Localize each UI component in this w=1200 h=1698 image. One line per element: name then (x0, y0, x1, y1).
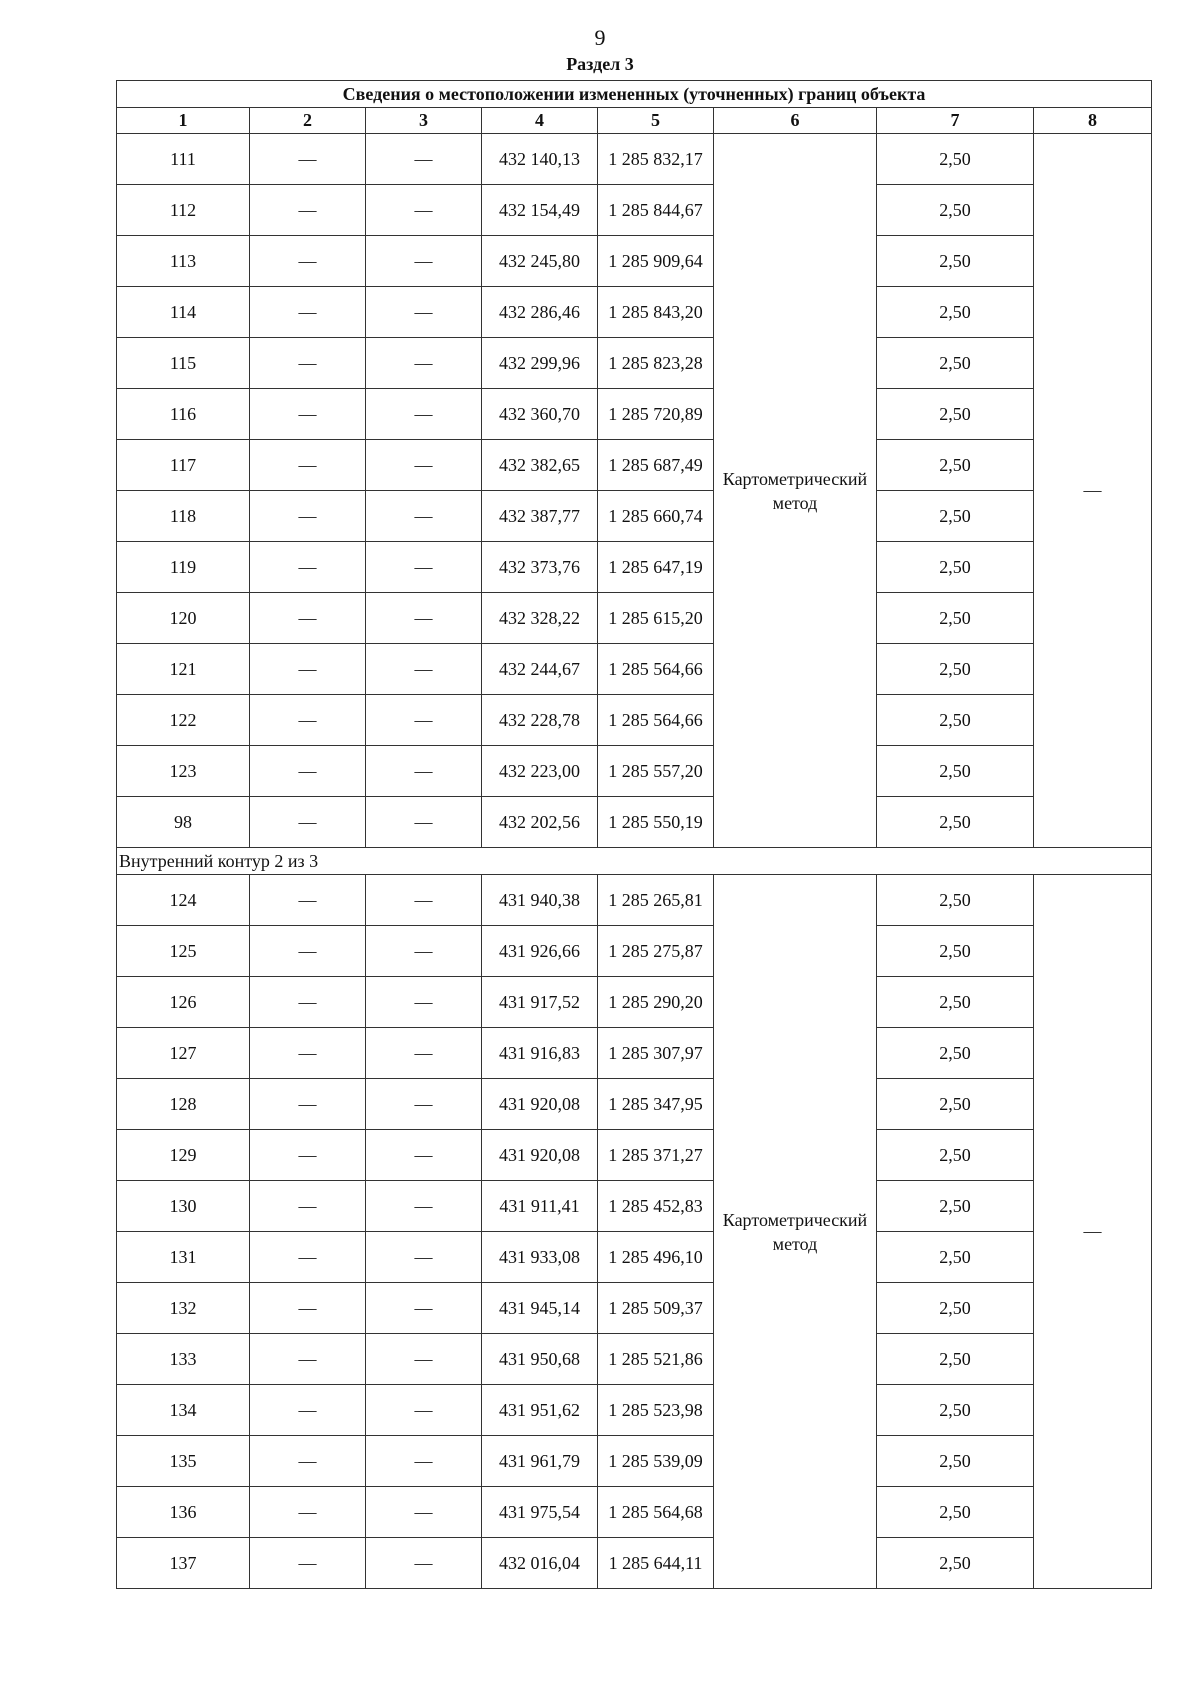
point-number-cell: 126 (117, 977, 250, 1028)
y-coordinate-cell: 1 285 823,28 (598, 338, 714, 389)
col2-cell: — (250, 926, 366, 977)
y-coordinate-cell: 1 285 644,11 (598, 1538, 714, 1589)
y-coordinate-cell: 1 285 523,98 (598, 1385, 714, 1436)
col2-cell: — (250, 1028, 366, 1079)
point-number-cell: 116 (117, 389, 250, 440)
col3-cell: — (366, 926, 482, 977)
point-number-cell: 119 (117, 542, 250, 593)
x-coordinate-cell: 431 951,62 (482, 1385, 598, 1436)
col3-cell: — (366, 1232, 482, 1283)
col2-cell: — (250, 1334, 366, 1385)
x-coordinate-cell: 432 016,04 (482, 1538, 598, 1589)
x-coordinate-cell: 431 926,66 (482, 926, 598, 977)
accuracy-cell: 2,50 (877, 1538, 1034, 1589)
col2-cell: — (250, 1232, 366, 1283)
y-coordinate-cell: 1 285 843,20 (598, 287, 714, 338)
col3-cell: — (366, 977, 482, 1028)
col3-cell: — (366, 1385, 482, 1436)
point-number-cell: 133 (117, 1334, 250, 1385)
x-coordinate-cell: 431 911,41 (482, 1181, 598, 1232)
x-coordinate-cell: 431 916,83 (482, 1028, 598, 1079)
y-coordinate-cell: 1 285 290,20 (598, 977, 714, 1028)
col2-cell: — (250, 134, 366, 185)
col2-cell: — (250, 644, 366, 695)
x-coordinate-cell: 432 286,46 (482, 287, 598, 338)
table-row (117, 695, 1152, 746)
table-row (117, 440, 1152, 491)
accuracy-cell: 2,50 (877, 926, 1034, 977)
col2-cell: — (250, 977, 366, 1028)
accuracy-cell: 2,50 (877, 338, 1034, 389)
table-row (117, 134, 1152, 185)
accuracy-cell: 2,50 (877, 134, 1034, 185)
x-coordinate-cell: 431 950,68 (482, 1334, 598, 1385)
table-row (117, 926, 1152, 977)
col3-cell: — (366, 797, 482, 848)
x-coordinate-cell: 432 244,67 (482, 644, 598, 695)
col2-cell: — (250, 287, 366, 338)
column-number: 2 (250, 108, 366, 134)
x-coordinate-cell: 432 154,49 (482, 185, 598, 236)
x-coordinate-cell: 431 975,54 (482, 1487, 598, 1538)
y-coordinate-cell: 1 285 307,97 (598, 1028, 714, 1079)
contour-header-row (117, 848, 1152, 875)
point-number-cell: 114 (117, 287, 250, 338)
x-coordinate-cell: 431 961,79 (482, 1436, 598, 1487)
column-number: 3 (366, 108, 482, 134)
point-number-cell: 129 (117, 1130, 250, 1181)
accuracy-cell: 2,50 (877, 1232, 1034, 1283)
point-number-cell: 134 (117, 1385, 250, 1436)
col2-cell: — (250, 1385, 366, 1436)
point-number-cell: 123 (117, 746, 250, 797)
col2-cell: — (250, 695, 366, 746)
accuracy-cell: 2,50 (877, 491, 1034, 542)
x-coordinate-cell: 432 223,00 (482, 746, 598, 797)
column-number: 8 (1034, 108, 1152, 134)
point-number-cell: 118 (117, 491, 250, 542)
accuracy-cell: 2,50 (877, 1385, 1034, 1436)
accuracy-cell: 2,50 (877, 1181, 1034, 1232)
y-coordinate-cell: 1 285 452,83 (598, 1181, 714, 1232)
point-number-cell: 131 (117, 1232, 250, 1283)
accuracy-cell: 2,50 (877, 389, 1034, 440)
col3-cell: — (366, 440, 482, 491)
col3-cell: — (366, 1181, 482, 1232)
accuracy-cell: 2,50 (877, 1028, 1034, 1079)
accuracy-cell: 2,50 (877, 236, 1034, 287)
y-coordinate-cell: 1 285 564,66 (598, 644, 714, 695)
table-row (117, 491, 1152, 542)
accuracy-cell: 2,50 (877, 542, 1034, 593)
table-row (117, 1181, 1152, 1232)
col3-cell: — (366, 338, 482, 389)
col3-cell: — (366, 287, 482, 338)
method-cell: Картометрический метод (714, 134, 877, 848)
y-coordinate-cell: 1 285 615,20 (598, 593, 714, 644)
col3-cell: — (366, 875, 482, 926)
col3-cell: — (366, 1334, 482, 1385)
x-coordinate-cell: 432 299,96 (482, 338, 598, 389)
col2-cell: — (250, 389, 366, 440)
table-row (117, 338, 1152, 389)
col2-cell: — (250, 797, 366, 848)
x-coordinate-cell: 432 382,65 (482, 440, 598, 491)
point-number-cell: 135 (117, 1436, 250, 1487)
table-row (117, 287, 1152, 338)
col2-cell: — (250, 593, 366, 644)
col3-cell: — (366, 134, 482, 185)
point-number-cell: 132 (117, 1283, 250, 1334)
y-coordinate-cell: 1 285 687,49 (598, 440, 714, 491)
col3-cell: — (366, 185, 482, 236)
table-row (117, 389, 1152, 440)
point-number-cell: 112 (117, 185, 250, 236)
col2-cell: — (250, 746, 366, 797)
table-row (117, 236, 1152, 287)
method-cell: Картометрический метод (714, 875, 877, 1589)
y-coordinate-cell: 1 285 521,86 (598, 1334, 714, 1385)
col2-cell: — (250, 875, 366, 926)
col3-cell: — (366, 695, 482, 746)
table-row (117, 1232, 1152, 1283)
table-row (117, 1538, 1152, 1589)
col3-cell: — (366, 746, 482, 797)
x-coordinate-cell: 432 202,56 (482, 797, 598, 848)
x-coordinate-cell: 431 920,08 (482, 1079, 598, 1130)
table-row (117, 1385, 1152, 1436)
col2-cell: — (250, 1079, 366, 1130)
col3-cell: — (366, 389, 482, 440)
accuracy-cell: 2,50 (877, 1283, 1034, 1334)
accuracy-cell: 2,50 (877, 1436, 1034, 1487)
table-caption-row (117, 81, 1152, 108)
column-number-row (117, 108, 1152, 134)
col3-cell: — (366, 644, 482, 695)
point-number-cell: 113 (117, 236, 250, 287)
accuracy-cell: 2,50 (877, 440, 1034, 491)
table-row (117, 1283, 1152, 1334)
point-number-cell: 98 (117, 797, 250, 848)
point-number-cell: 136 (117, 1487, 250, 1538)
table-row (117, 797, 1152, 848)
table-row (117, 542, 1152, 593)
col8-cell: — (1034, 134, 1152, 848)
y-coordinate-cell: 1 285 660,74 (598, 491, 714, 542)
y-coordinate-cell: 1 285 496,10 (598, 1232, 714, 1283)
accuracy-cell: 2,50 (877, 593, 1034, 644)
point-number-cell: 127 (117, 1028, 250, 1079)
y-coordinate-cell: 1 285 539,09 (598, 1436, 714, 1487)
accuracy-cell: 2,50 (877, 1487, 1034, 1538)
y-coordinate-cell: 1 285 647,19 (598, 542, 714, 593)
y-coordinate-cell: 1 285 564,68 (598, 1487, 714, 1538)
col2-cell: — (250, 236, 366, 287)
accuracy-cell: 2,50 (877, 695, 1034, 746)
x-coordinate-cell: 432 373,76 (482, 542, 598, 593)
y-coordinate-cell: 1 285 371,27 (598, 1130, 714, 1181)
table-row (117, 977, 1152, 1028)
table-row (117, 1079, 1152, 1130)
col2-cell: — (250, 1283, 366, 1334)
x-coordinate-cell: 431 920,08 (482, 1130, 598, 1181)
col3-cell: — (366, 1487, 482, 1538)
point-number-cell: 125 (117, 926, 250, 977)
y-coordinate-cell: 1 285 550,19 (598, 797, 714, 848)
x-coordinate-cell: 432 328,22 (482, 593, 598, 644)
x-coordinate-cell: 431 933,08 (482, 1232, 598, 1283)
point-number-cell: 117 (117, 440, 250, 491)
point-number-cell: 122 (117, 695, 250, 746)
column-number: 1 (117, 108, 250, 134)
col3-cell: — (366, 1436, 482, 1487)
y-coordinate-cell: 1 285 275,87 (598, 926, 714, 977)
page-number: 9 (594, 25, 606, 50)
table-row (117, 875, 1152, 926)
col3-cell: — (366, 1028, 482, 1079)
column-number: 4 (482, 108, 598, 134)
boundary-coordinates-table (116, 80, 1152, 1589)
table-row (117, 746, 1152, 797)
accuracy-cell: 2,50 (877, 185, 1034, 236)
point-number-cell: 128 (117, 1079, 250, 1130)
table-row (117, 1028, 1152, 1079)
col3-cell: — (366, 1130, 482, 1181)
col2-cell: — (250, 440, 366, 491)
accuracy-cell: 2,50 (877, 644, 1034, 695)
column-number: 7 (877, 108, 1034, 134)
y-coordinate-cell: 1 285 844,67 (598, 185, 714, 236)
point-number-cell: 130 (117, 1181, 250, 1232)
y-coordinate-cell: 1 285 909,64 (598, 236, 714, 287)
column-number: 6 (714, 108, 877, 134)
point-number-cell: 124 (117, 875, 250, 926)
y-coordinate-cell: 1 285 564,66 (598, 695, 714, 746)
x-coordinate-cell: 432 360,70 (482, 389, 598, 440)
col2-cell: — (250, 491, 366, 542)
x-coordinate-cell: 432 387,77 (482, 491, 598, 542)
col2-cell: — (250, 1487, 366, 1538)
col3-cell: — (366, 491, 482, 542)
y-coordinate-cell: 1 285 832,17 (598, 134, 714, 185)
col2-cell: — (250, 338, 366, 389)
col2-cell: — (250, 542, 366, 593)
table-row (117, 1334, 1152, 1385)
accuracy-cell: 2,50 (877, 1334, 1034, 1385)
table-row (117, 185, 1152, 236)
section-title: Раздел 3 (566, 54, 634, 74)
point-number-cell: 111 (117, 134, 250, 185)
table-row (117, 1130, 1152, 1181)
col2-cell: — (250, 1436, 366, 1487)
point-number-cell: 121 (117, 644, 250, 695)
y-coordinate-cell: 1 285 509,37 (598, 1283, 714, 1334)
point-number-cell: 120 (117, 593, 250, 644)
col2-cell: — (250, 185, 366, 236)
x-coordinate-cell: 432 228,78 (482, 695, 598, 746)
accuracy-cell: 2,50 (877, 746, 1034, 797)
col3-cell: — (366, 236, 482, 287)
accuracy-cell: 2,50 (877, 287, 1034, 338)
col2-cell: — (250, 1538, 366, 1589)
contour-header: Внутренний контур 2 из 3 (117, 848, 1152, 875)
col8-cell: — (1034, 875, 1152, 1589)
x-coordinate-cell: 432 140,13 (482, 134, 598, 185)
table-row (117, 1436, 1152, 1487)
point-number-cell: 115 (117, 338, 250, 389)
table-caption: Сведения о местоположении измененных (уточненных) границ объекта (117, 81, 1152, 108)
accuracy-cell: 2,50 (877, 875, 1034, 926)
col3-cell: — (366, 593, 482, 644)
table-row (117, 593, 1152, 644)
column-number: 5 (598, 108, 714, 134)
col3-cell: — (366, 542, 482, 593)
y-coordinate-cell: 1 285 720,89 (598, 389, 714, 440)
col2-cell: — (250, 1181, 366, 1232)
accuracy-cell: 2,50 (877, 977, 1034, 1028)
x-coordinate-cell: 431 940,38 (482, 875, 598, 926)
col3-cell: — (366, 1079, 482, 1130)
accuracy-cell: 2,50 (877, 797, 1034, 848)
table-row (117, 644, 1152, 695)
point-number-cell: 137 (117, 1538, 250, 1589)
x-coordinate-cell: 431 945,14 (482, 1283, 598, 1334)
table-row (117, 1487, 1152, 1538)
x-coordinate-cell: 431 917,52 (482, 977, 598, 1028)
accuracy-cell: 2,50 (877, 1079, 1034, 1130)
col3-cell: — (366, 1283, 482, 1334)
x-coordinate-cell: 432 245,80 (482, 236, 598, 287)
y-coordinate-cell: 1 285 265,81 (598, 875, 714, 926)
accuracy-cell: 2,50 (877, 1130, 1034, 1181)
y-coordinate-cell: 1 285 557,20 (598, 746, 714, 797)
col2-cell: — (250, 1130, 366, 1181)
col3-cell: — (366, 1538, 482, 1589)
y-coordinate-cell: 1 285 347,95 (598, 1079, 714, 1130)
